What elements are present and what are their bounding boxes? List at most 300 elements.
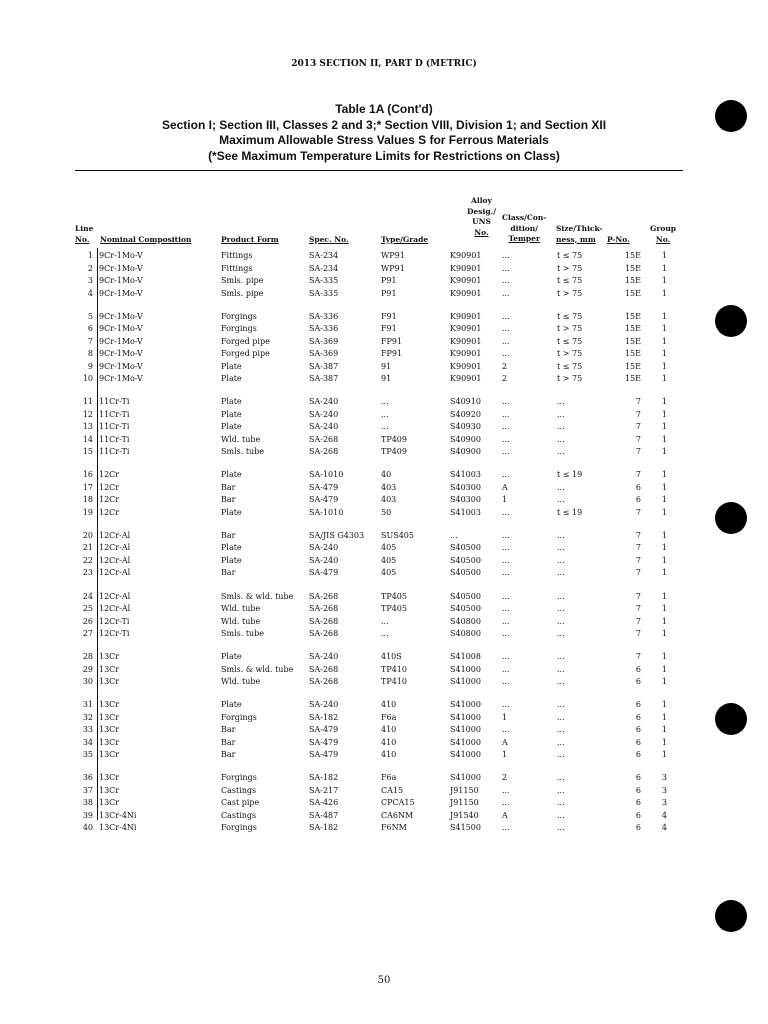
cell-form: Forgings	[221, 712, 257, 722]
cell-line: 15	[82, 447, 93, 457]
cell-line: 25	[82, 604, 93, 613]
cell-pno: 7	[635, 652, 641, 662]
cell-spec: SA-182	[309, 712, 339, 722]
col-header-class: Class/Con- dition/ Temper	[502, 213, 547, 243]
cell-class: ...	[502, 470, 510, 480]
table-row	[75, 628, 683, 640]
cell-pno: 15E	[624, 324, 641, 334]
cell-spec: SA-268	[309, 604, 339, 613]
cell-class: ...	[502, 616, 510, 626]
cell-grp: 1	[661, 324, 667, 334]
cell-spec: SA-335	[309, 276, 339, 285]
cell-size: t ≤ 75	[557, 311, 583, 321]
table-title: Table 1A (Cont'd)	[335, 102, 433, 116]
table-row	[75, 421, 683, 433]
cell-spec: SA-479	[309, 568, 339, 578]
cell-pno: 7	[635, 434, 641, 444]
cell-comp: 13Cr	[99, 737, 120, 747]
cell-form: Plate	[221, 555, 242, 565]
cell-form: Smls. & wld. tube	[221, 664, 294, 674]
cell-line: 31	[82, 700, 93, 710]
cell-spec: SA-336	[309, 324, 339, 334]
cell-spec: SA-369	[309, 349, 339, 359]
cell-form: Wld. tube	[221, 677, 261, 687]
cell-class: 2	[502, 361, 508, 371]
cell-class: ...	[502, 568, 510, 578]
cell-grp: 1	[661, 543, 667, 553]
cell-grp: 1	[661, 712, 667, 722]
cell-pno: 6	[635, 664, 641, 674]
cell-pno: 6	[635, 495, 641, 505]
cell-pno: 7	[635, 629, 641, 638]
cell-form: Cast pipe	[221, 798, 260, 808]
cell-pno: 15E	[624, 361, 641, 371]
cell-grp: 1	[661, 447, 667, 457]
cell-spec: SA-234	[309, 263, 339, 273]
table-subtitle-sections: Section I; Section III, Classes 2 and 3;* Section VIII, Division 1; and Section XII	[161, 117, 607, 132]
cell-line: 22	[82, 555, 93, 565]
cell-pno: 15E	[624, 288, 641, 298]
cell-spec: SA-182	[309, 823, 339, 833]
cell-class: ...	[502, 604, 510, 613]
cell-class: ...	[502, 823, 510, 833]
cell-type: WP91	[381, 263, 405, 273]
cell-size: ...	[557, 422, 565, 432]
cell-grp: 1	[661, 422, 667, 432]
cell-size: t ≤ 19	[557, 470, 583, 480]
cell-size: ...	[557, 773, 565, 783]
cell-grp: 1	[661, 591, 667, 601]
table-row	[75, 446, 683, 458]
cell-grp: 1	[661, 349, 667, 359]
cell-type: ...	[381, 616, 389, 626]
cell-pno: 6	[635, 750, 641, 760]
cell-uns: S40300	[450, 482, 481, 492]
cell-uns: S41000	[450, 677, 481, 687]
cell-pno: 6	[635, 700, 641, 710]
cell-pno: 15E	[624, 336, 641, 346]
cell-line: 19	[82, 507, 93, 517]
cell-comp: 12Cr	[99, 507, 120, 517]
cell-grp: 3	[661, 798, 667, 808]
col-header-product-form: Product Form	[221, 235, 279, 244]
cell-line: 10	[82, 374, 93, 384]
cell-spec: SA-336	[309, 311, 339, 321]
cell-line: 3	[87, 276, 93, 285]
table-row	[75, 555, 683, 567]
cell-comp: 13Cr	[99, 677, 120, 687]
cell-class: ...	[502, 276, 510, 285]
cell-grp: 4	[661, 823, 667, 833]
cell-spec: SA-479	[309, 495, 339, 505]
table-row	[75, 737, 683, 749]
cell-form: Castings	[221, 785, 257, 795]
cell-line: 14	[82, 434, 93, 444]
cell-uns: S41003	[450, 470, 481, 480]
cell-size: ...	[557, 737, 565, 747]
cell-line: 30	[82, 677, 93, 687]
cell-uns: S40300	[450, 495, 481, 505]
table-row	[75, 409, 683, 421]
cell-class: A	[502, 482, 508, 492]
cell-form: Smls. pipe	[221, 288, 264, 298]
cell-grp: 1	[661, 251, 667, 260]
cell-class: ...	[502, 422, 510, 432]
cell-grp: 1	[661, 374, 667, 384]
cell-uns: K90901	[450, 349, 482, 359]
cell-spec: SA-268	[309, 591, 339, 601]
cell-comp: 13Cr	[99, 750, 120, 760]
col-header-spec: Spec. No.	[309, 235, 349, 244]
cell-pno: 15E	[624, 374, 641, 384]
cell-comp: 13Cr	[99, 773, 120, 783]
cell-spec: SA-240	[309, 555, 339, 565]
cell-form: Forgings	[221, 773, 257, 783]
table-row	[75, 482, 683, 494]
cell-form: Wld. tube	[221, 434, 261, 444]
cell-uns: S40500	[450, 591, 481, 601]
cell-spec: SA-217	[309, 785, 339, 795]
cell-type: P91	[381, 276, 397, 285]
cell-type: P91	[381, 288, 397, 298]
cell-pno: 7	[635, 555, 641, 565]
cell-uns: S41000	[450, 750, 481, 760]
cell-size: ...	[557, 652, 565, 662]
cell-type: TP405	[381, 591, 407, 601]
cell-pno: 6	[635, 482, 641, 492]
cell-class: 2	[502, 374, 508, 384]
cell-type: WP91	[381, 251, 405, 260]
cell-pno: 7	[635, 604, 641, 613]
table-row	[75, 311, 683, 323]
cell-size: ...	[557, 568, 565, 578]
cell-comp: 13Cr	[99, 664, 120, 674]
cell-type: ...	[381, 422, 389, 432]
table-row	[75, 699, 683, 711]
cell-type: CA6NM	[381, 810, 414, 820]
cell-grp: 1	[661, 616, 667, 626]
cell-grp: 1	[661, 629, 667, 638]
cell-size: t > 75	[557, 374, 583, 384]
cell-line: 33	[82, 725, 93, 735]
cell-comp: 12Cr-Al	[99, 591, 131, 601]
cell-type: ...	[381, 629, 389, 638]
cell-pno: 7	[635, 507, 641, 517]
cell-form: Forgings	[221, 311, 257, 321]
cell-grp: 1	[661, 336, 667, 346]
cell-pno: 6	[635, 798, 641, 808]
cell-spec: SA-268	[309, 677, 339, 687]
cell-size: ...	[557, 434, 565, 444]
cell-pno: 6	[635, 737, 641, 747]
cell-comp: 12Cr-Al	[99, 555, 131, 565]
cell-class: ...	[502, 555, 510, 565]
cell-type: 405	[381, 543, 397, 553]
cell-uns: S40500	[450, 604, 481, 613]
cell-class: ...	[502, 798, 510, 808]
cell-size: t > 75	[557, 349, 583, 359]
cell-grp: 1	[661, 555, 667, 565]
cell-uns: S41500	[450, 823, 481, 833]
cell-grp: 1	[661, 409, 667, 419]
top-rule	[75, 170, 683, 171]
punch-hole-dot	[715, 100, 747, 132]
cell-class: 1	[502, 495, 508, 505]
cell-comp: 13Cr	[99, 652, 120, 662]
table-row	[75, 772, 683, 784]
cell-form: Plate	[221, 422, 242, 432]
running-header: 2013 SECTION II, PART D (METRIC)	[291, 59, 477, 69]
cell-size: t > 75	[557, 288, 583, 298]
cell-uns: K90901	[450, 336, 482, 346]
table-subtitle-stress: Maximum Allowable Stress Values S for Ferrous Materials	[219, 133, 549, 147]
cell-spec: SA/JIS G4303	[309, 530, 365, 540]
cell-pno: 7	[635, 568, 641, 578]
cell-pno: 6	[635, 810, 641, 820]
cell-form: Wld. tube	[221, 616, 261, 626]
cell-spec: SA-240	[309, 543, 339, 553]
cell-spec: SA-240	[309, 409, 339, 419]
cell-comp: 12Cr	[99, 482, 120, 492]
cell-form: Plate	[221, 361, 242, 371]
cell-comp: 9Cr-1Mo-V	[99, 251, 143, 260]
cell-form: Bar	[221, 495, 236, 505]
cell-uns: S41000	[450, 737, 481, 747]
cell-line: 5	[87, 311, 93, 321]
table-row	[75, 263, 683, 275]
cell-spec: SA-487	[309, 810, 339, 820]
cell-spec: SA-387	[309, 374, 339, 384]
cell-size: ...	[557, 677, 565, 687]
cell-line: 16	[82, 470, 93, 480]
cell-spec: SA-1010	[309, 470, 344, 480]
cell-spec: SA-268	[309, 664, 339, 674]
cell-spec: SA-234	[309, 251, 339, 260]
cell-form: Smls. tube	[221, 629, 265, 638]
cell-uns: J91540	[450, 810, 479, 820]
cell-uns: K90901	[450, 324, 482, 334]
cell-size: ...	[557, 712, 565, 722]
cell-class: ...	[502, 591, 510, 601]
cell-form: Forgings	[221, 324, 257, 334]
cell-pno: 6	[635, 725, 641, 735]
col-header-group: Group No.	[650, 224, 677, 244]
cell-grp: 1	[661, 664, 667, 674]
cell-type: FP91	[381, 336, 403, 346]
cell-form: Bar	[221, 530, 236, 540]
cell-line: 39	[82, 810, 93, 820]
cell-uns: ...	[450, 530, 458, 540]
cell-form: Forgings	[221, 823, 257, 833]
cell-type: 40	[381, 470, 392, 480]
cell-type: TP405	[381, 604, 407, 613]
cell-size: t > 75	[557, 324, 583, 334]
cell-spec: SA-268	[309, 434, 339, 444]
cell-size: ...	[557, 495, 565, 505]
cell-spec: SA-479	[309, 725, 339, 735]
cell-form: Plate	[221, 652, 242, 662]
cell-grp: 1	[661, 530, 667, 540]
cell-pno: 7	[635, 543, 641, 553]
cell-size: ...	[557, 725, 565, 735]
table-row	[75, 797, 683, 809]
cell-uns: S41000	[450, 773, 481, 783]
cell-pno: 15E	[624, 276, 641, 285]
cell-line: 21	[82, 543, 93, 553]
cell-class: ...	[502, 288, 510, 298]
cell-class: ...	[502, 725, 510, 735]
cell-spec: SA-268	[309, 616, 339, 626]
cell-spec: SA-479	[309, 482, 339, 492]
cell-line: 20	[82, 530, 93, 540]
cell-line: 6	[87, 324, 93, 334]
cell-comp: 13Cr	[99, 798, 120, 808]
cell-type: CA15	[381, 785, 404, 795]
cell-grp: 1	[661, 276, 667, 285]
cell-pno: 7	[635, 470, 641, 480]
cell-type: F6a	[381, 712, 397, 722]
cell-class: ...	[502, 543, 510, 553]
cell-class: ...	[502, 507, 510, 517]
cell-pno: 7	[635, 447, 641, 457]
cell-grp: 1	[661, 397, 667, 407]
cell-pno: 6	[635, 677, 641, 687]
cell-line: 23	[82, 568, 93, 578]
cell-uns: S40500	[450, 543, 481, 553]
cell-uns: S41000	[450, 725, 481, 735]
cell-line: 40	[82, 823, 93, 833]
table-row	[75, 785, 683, 797]
cell-grp: 1	[661, 361, 667, 371]
cell-uns: S40800	[450, 629, 481, 638]
cell-line: 24	[82, 591, 93, 601]
table-row	[75, 712, 683, 724]
cell-grp: 1	[661, 737, 667, 747]
cell-size: ...	[557, 664, 565, 674]
cell-comp: 9Cr-1Mo-V	[99, 311, 143, 321]
cell-class: ...	[502, 530, 510, 540]
cell-line: 36	[82, 773, 93, 783]
cell-type: TP409	[381, 434, 407, 444]
table-row	[75, 507, 683, 519]
cell-pno: 7	[635, 591, 641, 601]
cell-spec: SA-268	[309, 629, 339, 638]
cell-comp: 9Cr-1Mo-V	[99, 361, 143, 371]
cell-grp: 1	[661, 507, 667, 517]
cell-pno: 7	[635, 397, 641, 407]
cell-spec: SA-240	[309, 422, 339, 432]
cell-grp: 1	[661, 750, 667, 760]
cell-spec: SA-240	[309, 700, 339, 710]
cell-size: ...	[557, 604, 565, 613]
col-header-composition: Nominal Composition	[100, 235, 192, 244]
cell-form: Plate	[221, 409, 242, 419]
cell-type: ...	[381, 409, 389, 419]
cell-comp: 11Cr-Ti	[99, 434, 130, 444]
cell-form: Bar	[221, 568, 236, 578]
cell-comp: 13Cr	[99, 725, 120, 735]
cell-type: F6a	[381, 773, 397, 783]
cell-type: TP410	[381, 677, 407, 687]
cell-spec: SA-335	[309, 288, 339, 298]
table-row	[75, 288, 683, 300]
cell-grp: 3	[661, 785, 667, 795]
cell-line: 1	[87, 251, 93, 260]
cell-uns: S41008	[450, 652, 481, 662]
cell-grp: 1	[661, 470, 667, 480]
cell-pno: 7	[635, 530, 641, 540]
cell-comp: 9Cr-1Mo-V	[99, 374, 143, 384]
cell-uns: S40930	[450, 422, 481, 432]
cell-grp: 4	[661, 810, 667, 820]
cell-spec: SA-268	[309, 447, 339, 457]
cell-size: t ≤ 75	[557, 336, 583, 346]
cell-pno: 6	[635, 785, 641, 795]
punch-hole-dot	[715, 900, 747, 932]
cell-type: F6NM	[381, 823, 407, 833]
table-row	[75, 664, 683, 676]
table-row	[75, 616, 683, 628]
cell-pno: 7	[635, 409, 641, 419]
col-header-type: Type/Grade	[381, 235, 429, 244]
cell-comp: 12Cr	[99, 495, 120, 505]
cell-size: t ≤ 75	[557, 276, 583, 285]
cell-size: ...	[557, 798, 565, 808]
cell-pno: 6	[635, 712, 641, 722]
cell-class: 1	[502, 750, 508, 760]
cell-uns: K90901	[450, 288, 482, 298]
table-row	[75, 567, 683, 579]
table-row	[75, 469, 683, 481]
cell-uns: S40800	[450, 616, 481, 626]
cell-grp: 1	[661, 700, 667, 710]
cell-grp: 1	[661, 495, 667, 505]
cell-line: 27	[82, 629, 93, 638]
cell-comp: 13Cr-4Ni	[99, 823, 137, 833]
cell-comp: 11Cr-Ti	[99, 447, 130, 457]
cell-class: ...	[502, 629, 510, 638]
col-header-size: Size/Thick- ness, mm	[556, 224, 603, 244]
cell-spec: SA-479	[309, 750, 339, 760]
cell-class: ...	[502, 251, 510, 260]
cell-grp: 1	[661, 677, 667, 687]
cell-class: ...	[502, 349, 510, 359]
cell-grp: 1	[661, 652, 667, 662]
cell-size: ...	[557, 750, 565, 760]
cell-comp: 9Cr-1Mo-V	[99, 263, 143, 273]
cell-type: 91	[381, 361, 392, 371]
cell-uns: K90901	[450, 374, 482, 384]
cell-type: 405	[381, 555, 397, 565]
table-row	[75, 822, 683, 834]
cell-grp: 1	[661, 434, 667, 444]
cell-line: 32	[82, 712, 93, 722]
cell-comp: 12Cr-Ti	[99, 616, 130, 626]
cell-type: 410	[381, 737, 397, 747]
table-subtitle-note: (*See Maximum Temperature Limits for Restrictions on Class)	[208, 148, 560, 163]
cell-pno: 7	[635, 422, 641, 432]
cell-comp: 12Cr-Al	[99, 604, 131, 613]
cell-grp: 1	[661, 311, 667, 321]
cell-type: 405	[381, 568, 397, 578]
page-number: 50	[377, 975, 391, 986]
cell-type: 410S	[381, 652, 402, 662]
cell-type: TP409	[381, 447, 407, 457]
cell-grp: 1	[661, 288, 667, 298]
cell-spec: SA-182	[309, 773, 339, 783]
cell-line: 28	[82, 652, 93, 662]
table-row	[75, 275, 683, 287]
